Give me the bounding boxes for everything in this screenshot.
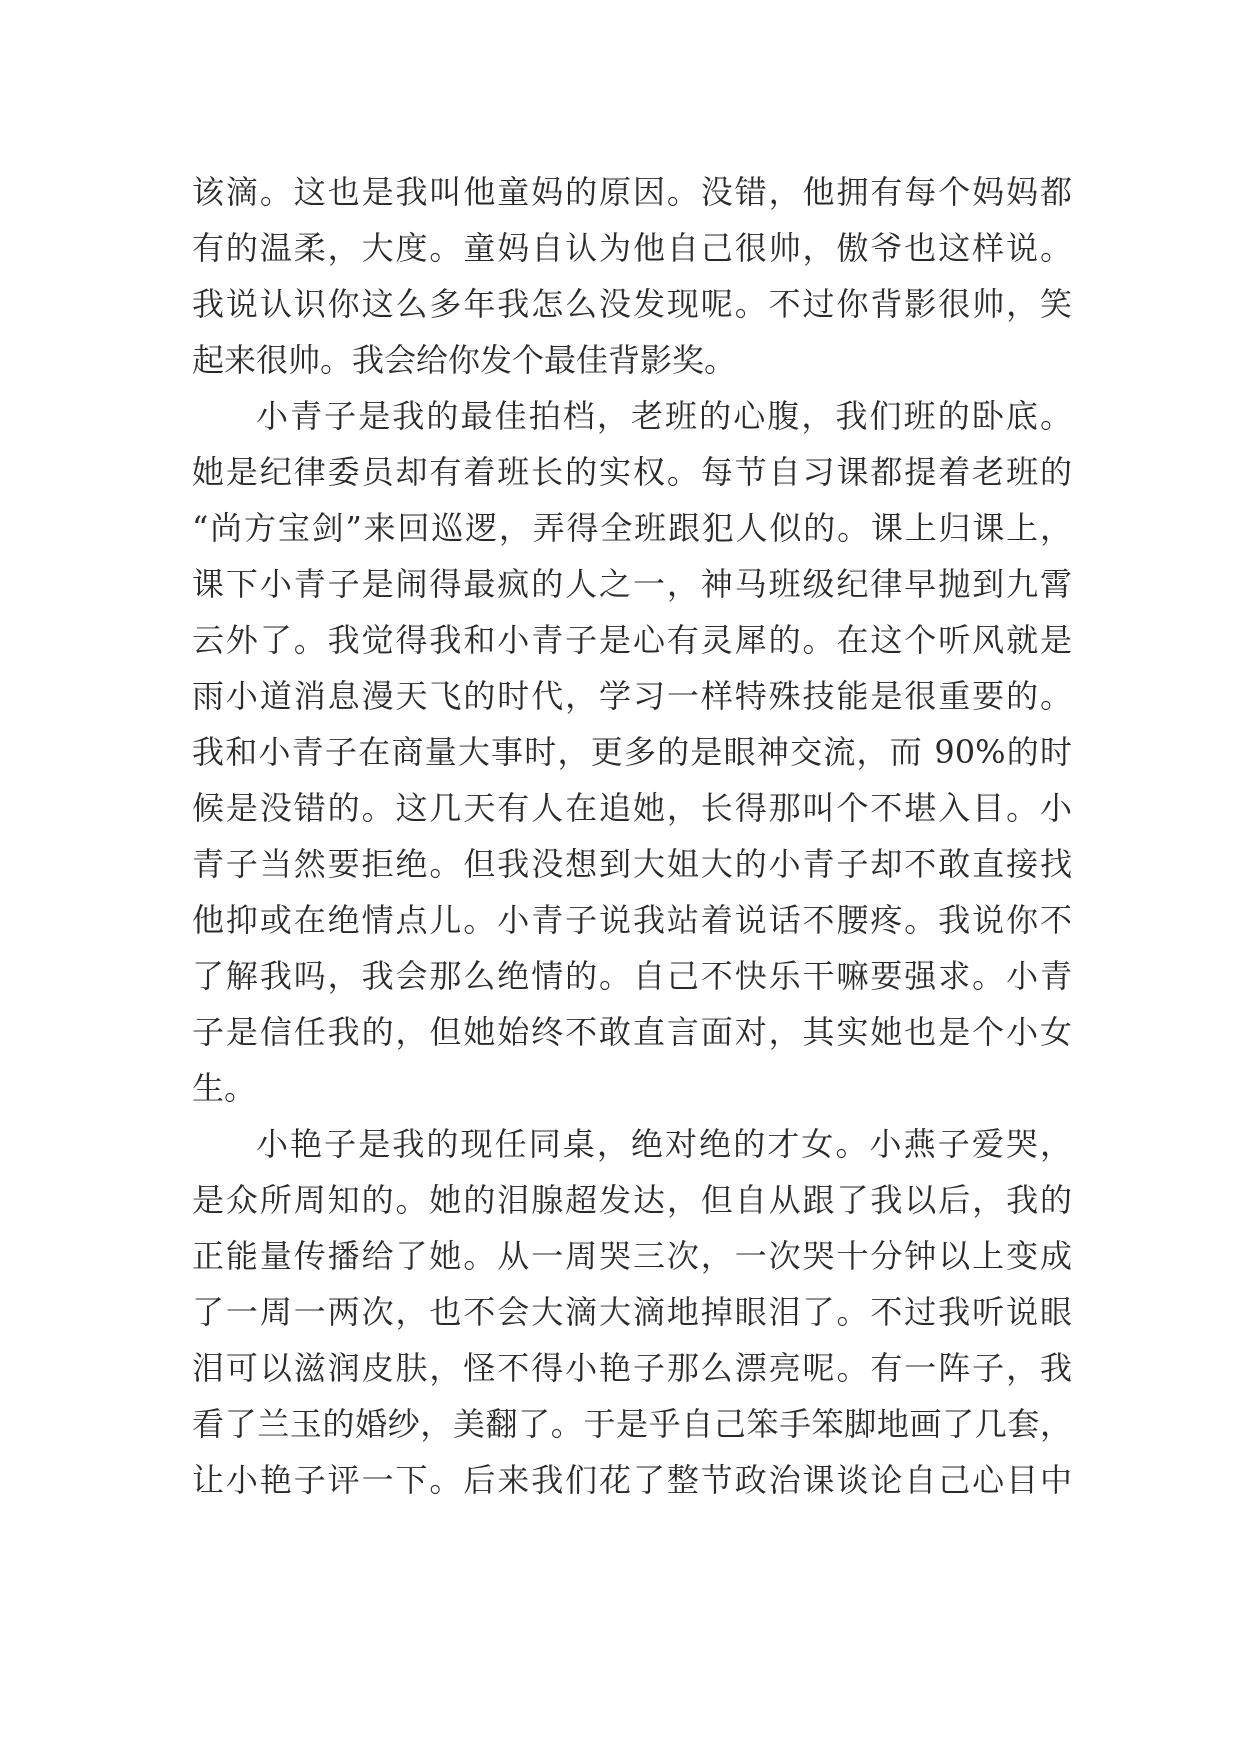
text-line: 子是信任我的，但她始终不敢直言面对，其实她也是个小女 <box>192 1013 1072 1051</box>
text-line: 了解我吗，我会那么绝情的。自己不快乐干嘛要强求。小青 <box>192 957 1072 995</box>
text-line: 有的温柔，大度。童妈自认为他自己很帅，傲爷也这样说。 <box>192 229 1072 267</box>
text-line: 起来很帅。我会给你发个最佳背影奖。 <box>192 341 737 379</box>
text-line: 我说认识你这么多年我怎么没发现呢。不过你背影很帅，笑 <box>192 285 1072 323</box>
text-line: 让小艳子评一下。后来我们花了整节政治课谈论自己心目中 <box>192 1461 1072 1499</box>
text-line: 看了兰玉的婚纱，美翻了。于是乎自己笨手笨脚地画了几套， <box>192 1405 1072 1443</box>
text-line: 是众所周知的。她的泪腺超发达，但自从跟了我以后，我的 <box>192 1181 1072 1219</box>
text-line: 课下小青子是闹得最疯的人之一，神马班级纪律早抛到九霄 <box>192 565 1072 603</box>
text-line: 她是纪律委员却有着班长的实权。每节自习课都提着老班的 <box>192 453 1072 491</box>
text-line: “尚方宝剑”来回巡逻，弄得全班跟犯人似的。课上归课上， <box>192 509 1072 547</box>
text-line: 生。 <box>192 1069 257 1107</box>
text-line: 他抑或在绝情点儿。小青子说我站着说话不腰疼。我说你不 <box>192 901 1072 939</box>
text-line: 候是没错的。这几天有人在追她，长得那叫个不堪入目。小 <box>192 789 1072 827</box>
paragraph-2 <box>192 388 1072 1116</box>
text-line: 小艳子是我的现任同桌，绝对绝的才女。小燕子爱哭， <box>256 1125 1072 1163</box>
text-line: 雨小道消息漫天飞的时代，学习一样特殊技能是很重要的。 <box>192 677 1072 715</box>
text-line: 泪可以滋润皮肤，怪不得小艳子那么漂亮呢。有一阵子，我 <box>192 1349 1072 1387</box>
paragraph-3 <box>192 1116 1072 1508</box>
text-line: 了一周一两次，也不会大滴大滴地掉眼泪了。不过我听说眼 <box>192 1293 1072 1331</box>
text-line: 该滴。这也是我叫他童妈的原因。没错，他拥有每个妈妈都 <box>192 173 1072 211</box>
text-line: 云外了。我觉得我和小青子是心有灵犀的。在这个听风就是 <box>192 621 1072 659</box>
text-line: 正能量传播给了她。从一周哭三次，一次哭十分钟以上变成 <box>192 1237 1072 1275</box>
text-line: 我和小青子在商量大事时，更多的是眼神交流，而 90%的时 <box>192 733 1072 771</box>
paragraph-1 <box>192 164 1072 388</box>
text-line: 青子当然要拒绝。但我没想到大姐大的小青子却不敢直接找 <box>192 845 1072 883</box>
text-line: 小青子是我的最佳拍档，老班的心腹，我们班的卧底。 <box>256 397 1072 435</box>
body-text <box>192 164 1072 1508</box>
